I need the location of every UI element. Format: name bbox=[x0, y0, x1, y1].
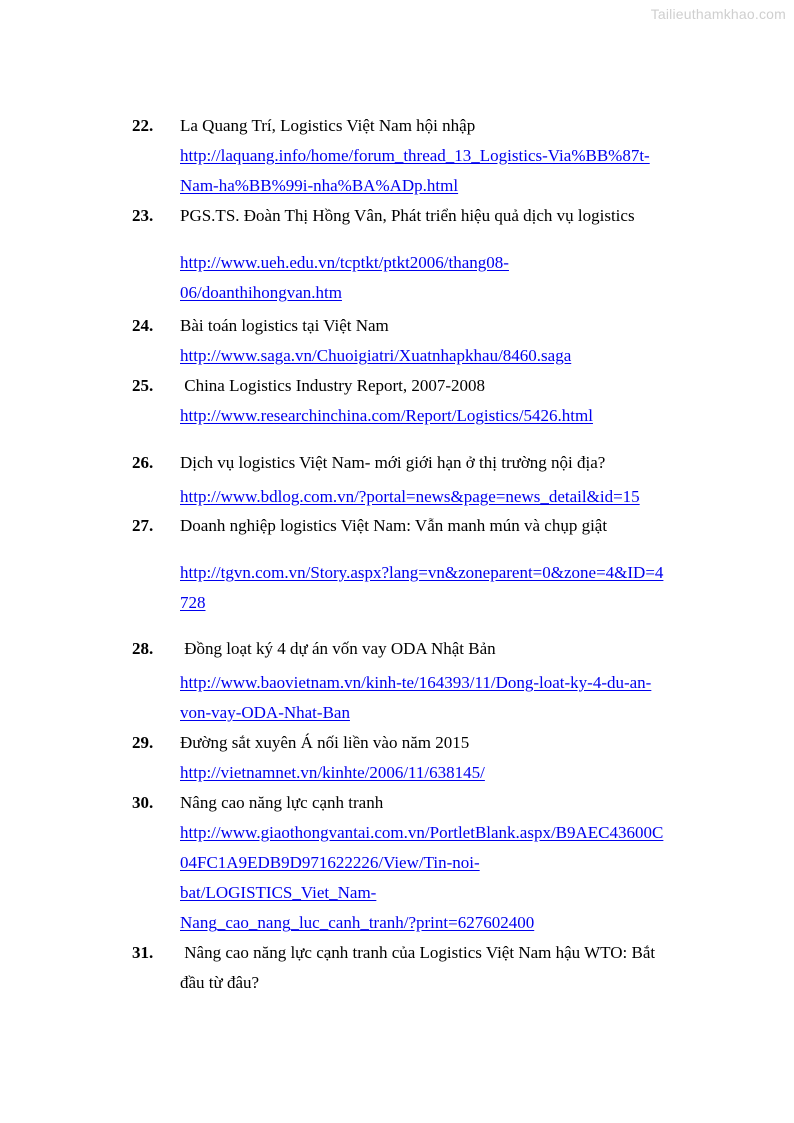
ref-title: Doanh nghiệp logistics Việt Nam: Vẫn manh mún và chụp giật bbox=[180, 516, 608, 535]
ref-link[interactable]: http://www.researchinchina.com/Report/Logistics/5426.html bbox=[180, 406, 593, 425]
ref-title: Nâng cao năng lực cạnh tranh bbox=[180, 793, 384, 812]
ref-link[interactable]: http://tgvn.com.vn/Story.aspx?lang=vn&zoneparent=0&zone=4&ID=4 bbox=[180, 563, 664, 582]
ref-title-continued: đầu từ đâu? bbox=[180, 973, 260, 992]
ref-title: La Quang Trí, Logistics Việt Nam hội nhập bbox=[180, 116, 476, 135]
ref-link[interactable]: bat/LOGISTICS_Viet_Nam- bbox=[180, 883, 377, 902]
ref-number: 26. bbox=[132, 453, 154, 472]
ref-link[interactable]: http://vietnamnet.vn/kinhte/2006/11/638145/ bbox=[180, 763, 485, 782]
ref-link[interactable]: von-vay-ODA-Nhat-Ban bbox=[180, 703, 350, 722]
ref-number: 28. bbox=[132, 639, 154, 658]
ref-number: 25. bbox=[132, 376, 154, 395]
ref-number: 27. bbox=[132, 516, 154, 535]
ref-number: 30. bbox=[132, 793, 154, 812]
ref-link[interactable]: Nang_cao_nang_luc_canh_tranh/?print=627602400 bbox=[180, 913, 535, 932]
ref-link[interactable]: Nam-ha%BB%99i-nha%BA%ADp.html bbox=[180, 176, 459, 195]
ref-link[interactable]: http://www.bdlog.com.vn/?portal=news&page=news_detail&id=15 bbox=[180, 487, 640, 506]
ref-link[interactable]: http://laquang.info/home/forum_thread_13_Logistics-Via%BB%87t- bbox=[180, 146, 650, 165]
ref-link[interactable]: http://www.baovietnam.vn/kinh-te/164393/11/Dong-loat-ky-4-du-an- bbox=[180, 673, 652, 692]
ref-number: 29. bbox=[132, 733, 154, 752]
ref-number: 31. bbox=[132, 943, 154, 962]
ref-link[interactable]: http://www.saga.vn/Chuoigiatri/Xuatnhapkhau/8460.saga bbox=[180, 346, 572, 365]
ref-number: 23. bbox=[132, 206, 154, 225]
ref-title: Bài toán logistics tại Việt Nam bbox=[180, 316, 389, 335]
ref-link[interactable]: 04FC1A9EDB9D971622226/View/Tin-noi- bbox=[180, 853, 480, 872]
ref-title: Nâng cao năng lực cạnh tranh của Logistics Việt Nam hậu WTO: Bắt bbox=[180, 943, 656, 962]
ref-title: PGS.TS. Đoàn Thị Hồng Vân, Phát triển hiệu quả dịch vụ logistics bbox=[180, 206, 635, 225]
ref-title: Đường sắt xuyên Á nối liền vào năm 2015 bbox=[180, 733, 470, 752]
ref-number: 22. bbox=[132, 116, 154, 135]
ref-title: China Logistics Industry Report, 2007-2008 bbox=[180, 376, 486, 395]
ref-link[interactable]: 06/doanthihongvan.htm bbox=[180, 283, 342, 302]
watermark: Tailieuthamkhao.com bbox=[650, 6, 786, 22]
ref-link[interactable]: http://www.ueh.edu.vn/tcptkt/ptkt2006/thang08- bbox=[180, 253, 509, 272]
ref-link[interactable]: 728 bbox=[180, 593, 206, 612]
ref-number: 24. bbox=[132, 316, 154, 335]
ref-title: Dịch vụ logistics Việt Nam- mới giới hạn ở thị trường nội địa? bbox=[180, 453, 606, 472]
ref-title: Đồng loạt ký 4 dự án vốn vay ODA Nhật Bản bbox=[180, 639, 496, 658]
ref-link[interactable]: http://www.giaothongvantai.com.vn/PortletBlank.aspx/B9AEC43600C bbox=[180, 823, 664, 842]
